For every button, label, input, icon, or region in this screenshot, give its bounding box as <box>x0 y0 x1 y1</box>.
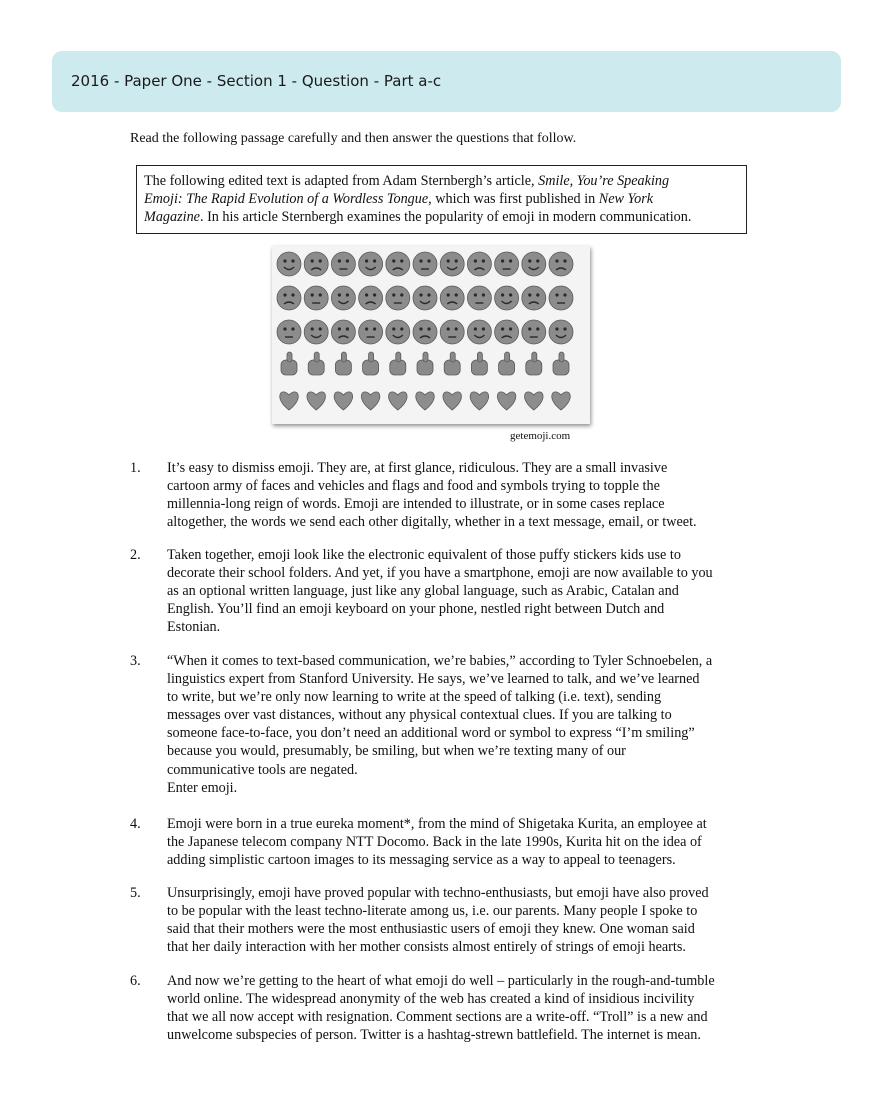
emoji-face-icon <box>359 320 383 344</box>
emoji-heart-icon <box>361 392 379 410</box>
paragraph-line: millennia-long reign of words. Emoji are intended to illustrate, or in some cases replace <box>167 496 665 513</box>
emoji-hand-icon <box>363 352 379 375</box>
paragraph-number: 3. <box>130 653 141 669</box>
publication-name-part: Magazine <box>144 209 200 225</box>
emoji-face-icon <box>440 320 464 344</box>
paragraph-line: unwelcome subspecies of person. Twitter is a hashtag-strewn battlefield. The internet is mean. <box>167 1027 701 1044</box>
emoji-face-icon <box>467 286 491 310</box>
emoji-face-icon <box>440 252 464 276</box>
paragraph-line: to be popular with the least techno-literate among us, i.e. our parents. Many people I spoke to <box>167 903 698 920</box>
emoji-face-icon <box>331 252 355 276</box>
source-note-box <box>136 165 747 234</box>
emoji-hand-icon <box>281 352 297 375</box>
emoji-grid-image <box>272 246 590 424</box>
emoji-hand-icon <box>553 352 569 375</box>
emoji-face-icon <box>386 286 410 310</box>
paragraph-line: that her daily interaction with her mother consists almost entirely of strings of emoji hearts. <box>167 939 686 956</box>
paragraph-line: decorate their school folders. And yet, if you have a smartphone, emoji are now available to you <box>167 565 713 582</box>
paragraph-line: “When it comes to text-based communication, we’re babies,” according to Tyler Schnoebelen, a <box>167 653 713 669</box>
emoji-face-icon <box>549 320 573 344</box>
paragraph-text <box>167 546 807 636</box>
paragraph-line: to write, but we’re only now learning to write at the speed of talking (i.e. text), sending <box>167 689 662 706</box>
emoji-face-icon <box>359 286 383 310</box>
emoji-face-icon <box>331 320 355 344</box>
emoji-face-icon <box>277 320 301 344</box>
emoji-face-icon <box>413 252 437 276</box>
article-title-part: Emoji: The Rapid Evolution of a Wordless Tongue, <box>144 191 432 207</box>
emoji-hand-icon <box>499 352 515 375</box>
emoji-hand-icon <box>417 352 433 375</box>
paragraph-text <box>167 459 807 531</box>
emoji-face-icon <box>522 252 546 276</box>
emoji-heart-icon <box>389 392 407 410</box>
emoji-heart-icon <box>307 392 325 410</box>
paragraph-number: 4. <box>130 816 141 832</box>
source-text: which was first published in <box>431 191 599 207</box>
paragraph-line: adding simplistic cartoon images to its messaging service as a way to appeal to teenagers. <box>167 852 676 869</box>
emoji-heart-icon <box>525 392 543 410</box>
section-header <box>52 51 841 112</box>
emoji-face-icon <box>522 286 546 310</box>
paragraph-line: altogether, the words we send each other digitally, whether in a text message, email, or tweet. <box>167 514 697 531</box>
paragraph-line: Enter emoji. <box>167 779 238 796</box>
source-text: The following edited text is adapted from Adam Sternbergh’s article <box>144 173 532 189</box>
emoji-face-icon <box>386 320 410 344</box>
emoji-hand-icon <box>335 352 351 375</box>
paragraph-line: English. You’ll find an emoji keyboard on your phone, nestled right between Dutch and <box>167 601 665 618</box>
emoji-heart-icon <box>470 392 488 410</box>
emoji-face-icon <box>467 252 491 276</box>
emoji-face-icon <box>413 320 437 344</box>
emoji-face-icon <box>413 286 437 310</box>
emoji-heart-icon <box>497 392 515 410</box>
emoji-face-icon <box>549 252 573 276</box>
source-text: . In his article Sternbergh examines the popularity of emoji in modern communication. <box>199 209 692 225</box>
paragraph-line: It’s easy to dismiss emoji. They are, at first glance, ridiculous. They are a small invasive <box>167 460 668 476</box>
paragraph-line: Estonian. <box>167 619 221 636</box>
paragraph-line: Emoji were born in a true eureka moment*, from the mind of Shigetaka Kurita, an employee at <box>167 816 707 832</box>
emoji-heart-icon <box>416 392 434 410</box>
emoji-hand-icon <box>390 352 406 375</box>
source-line-1 <box>144 172 739 190</box>
emoji-face-icon <box>331 286 355 310</box>
article-title-part: , Smile, You’re Speaking <box>531 173 670 189</box>
paragraph-line: world online. The widespread anonymity of the web has created a kind of insidious incivility <box>167 991 695 1008</box>
emoji-heart-icon <box>552 392 570 410</box>
emoji-face-icon <box>359 252 383 276</box>
header-title: 2016 - Paper One - Section 1 - Question - Part a-c <box>71 72 442 90</box>
paragraph-line: Unsurprisingly, emoji have proved popular with techno-enthusiasts, but emoji have also proved <box>167 885 709 901</box>
emoji-hand-icon <box>444 352 460 375</box>
paragraph-line: because you would, presumably, be smiling, but when we’re texting many of our <box>167 743 626 760</box>
emoji-face-icon <box>495 320 519 344</box>
paragraph-line: the Japanese telecom company NTT Docomo. Back in the late 1990s, Kurita hit on the idea of <box>167 834 702 851</box>
paragraph-line: as an optional written language, just like any global language, such as Arabic, Catalan and <box>167 583 679 600</box>
paragraph-text <box>167 972 807 1044</box>
paragraph-line: messages over vast distances, without any physical contextual clues. If you are talking to <box>167 707 672 724</box>
paragraph-number: 6. <box>130 973 141 989</box>
emoji-hand-icon <box>471 352 487 375</box>
paragraph-line: And now we’re getting to the heart of what emoji do well – particularly in the rough-and-tumble <box>167 973 715 989</box>
publication-name-part: New York <box>598 191 654 207</box>
paragraph-text <box>167 815 807 869</box>
emoji-face-icon <box>549 286 573 310</box>
paragraph-line: communicative tools are negated. <box>167 761 358 778</box>
emoji-face-icon <box>277 286 301 310</box>
emoji-hand-icon <box>526 352 542 375</box>
emoji-face-icon <box>495 252 519 276</box>
emoji-heart-icon <box>280 392 298 410</box>
intro-instruction: Read the following passage carefully and then answer the questions that follow. <box>130 131 577 146</box>
emoji-face-icon <box>304 320 328 344</box>
source-line-3 <box>144 208 739 226</box>
emoji-face-icon <box>440 286 464 310</box>
emoji-face-icon <box>386 252 410 276</box>
paragraph-number: 2. <box>130 547 141 563</box>
emoji-face-icon <box>467 320 491 344</box>
paragraph-text <box>167 884 807 956</box>
emoji-face-icon <box>522 320 546 344</box>
emoji-grid-graphic <box>272 246 590 424</box>
paragraph-number: 5. <box>130 885 141 901</box>
paragraph-line: said that their mothers were the most enthusiastic users of emoji they knew. One woman said <box>167 921 695 938</box>
emoji-heart-icon <box>443 392 461 410</box>
emoji-face-icon <box>304 286 328 310</box>
emoji-face-icon <box>304 252 328 276</box>
paragraph-text <box>167 652 807 797</box>
image-credit: getemoji.com <box>510 430 571 442</box>
emoji-hand-icon <box>308 352 324 375</box>
paragraph-line: linguistics expert from Stanford University. He says, we’ve learned to talk, and we’ve learned <box>167 671 700 688</box>
paragraph-number: 1. <box>130 460 141 476</box>
source-line-2 <box>144 190 739 208</box>
paragraph-line: that we all now accept with resignation. Comment sections are a write-off. “Troll” is a new and <box>167 1009 708 1026</box>
paragraph-line: cartoon army of faces and vehicles and flags and food and symbols trying to topple the <box>167 478 660 495</box>
emoji-face-icon <box>495 286 519 310</box>
paragraph-line: someone face-to-face, you don’t need an additional word or symbol to express “I’m smiling” <box>167 725 695 742</box>
emoji-heart-icon <box>334 392 352 410</box>
paragraph-line: Taken together, emoji look like the electronic equivalent of those puffy stickers kids use to <box>167 547 681 563</box>
emoji-face-icon <box>277 252 301 276</box>
